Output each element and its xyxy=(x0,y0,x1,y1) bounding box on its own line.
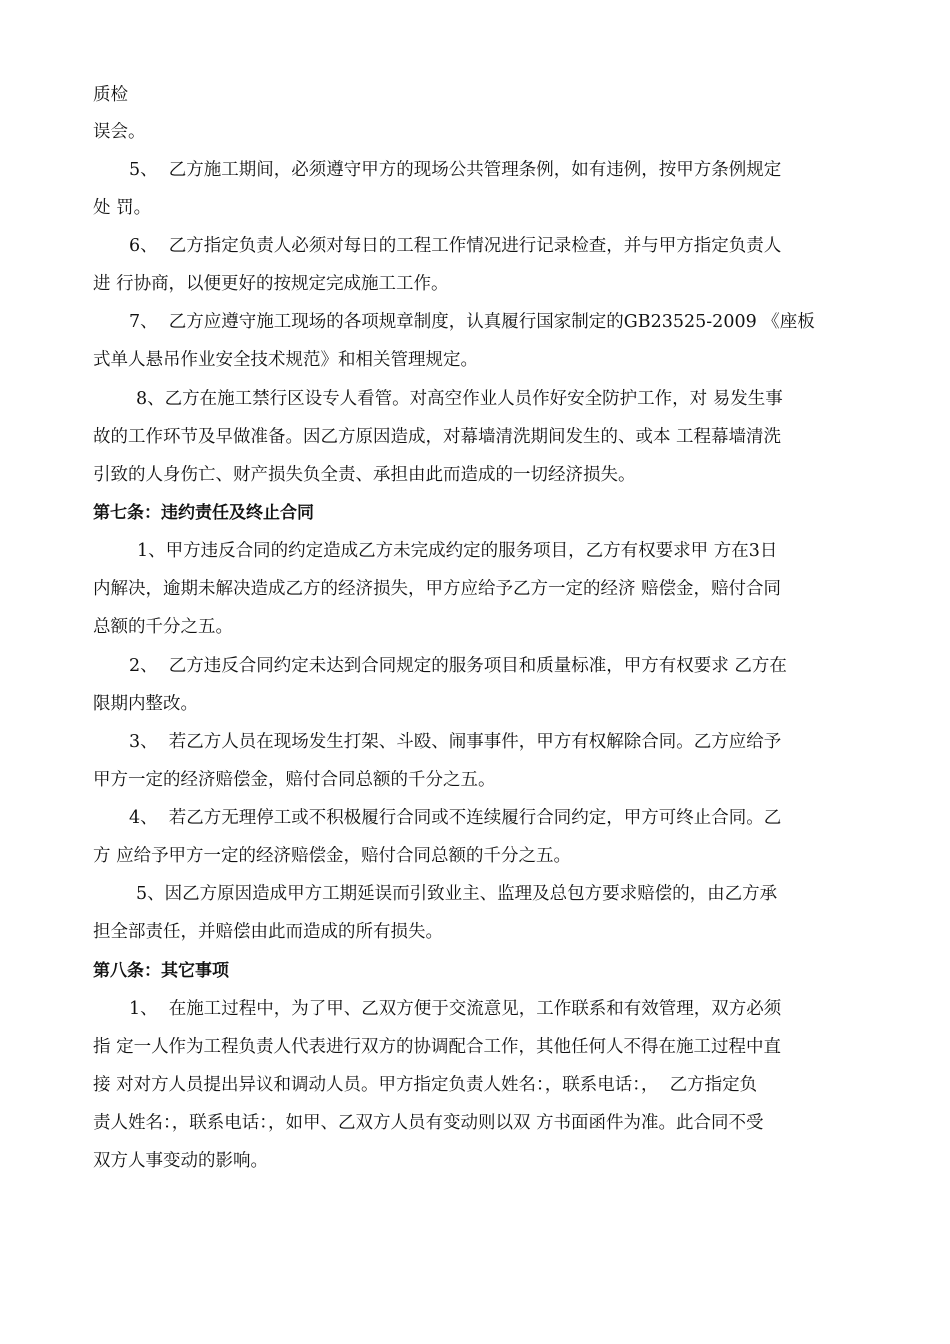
article-7-item-2-line-1: 2、 乙方违反合同约定未达到合同规定的服务项目和质量标准，甲方有权要求 乙方在 xyxy=(129,656,787,676)
article-7-item-4-line-1: 4、 若乙方无理停工或不积极履行合同或不连续履行合同约定，甲方可终止合同。乙 xyxy=(129,808,782,828)
article-7-heading: 第七条：违约责任及终止合同 xyxy=(93,503,314,523)
article-8-heading: 第八条：其它事项 xyxy=(93,961,229,981)
top-fragment-line-1: 质检 xyxy=(93,85,128,105)
article-8-item-1-line-2: 指 定一人作为工程负责人代表进行双方的协调配合工作，其他任何人不得在施工过程中直 xyxy=(93,1037,782,1057)
clause-8-line-2: 故的工作环节及早做准备。因乙方原因造成，对幕墙清洗期间发生的、或本 工程幕墙清洗 xyxy=(93,427,782,447)
article-7-item-3-line-1: 3、 若乙方人员在现场发生打架、斗殴、闹事事件，甲方有权解除合同。乙方应给予 xyxy=(129,732,782,752)
article-8-item-1-line-3: 接 对对方人员提出异议和调动人员。甲方指定负责人姓名：，联系电话：， 乙方指定负 xyxy=(93,1075,758,1095)
clause-7-line-2: 式单人悬吊作业安全技术规范》和相关管理规定。 xyxy=(93,350,478,370)
article-8-item-1-line-1: 1、 在施工过程中，为了甲、乙双方便于交流意见，工作联系和有效管理，双方必须 xyxy=(129,999,782,1019)
clause-8-line-3: 引致的人身伤亡、财产损失负全责、承担由此而造成的一切经济损失。 xyxy=(93,465,636,485)
clause-7-line-1: 7、 乙方应遵守施工现场的各项规章制度，认真履行国家制定的GB23525-2009 《座板 xyxy=(129,312,815,332)
article-8-item-1-line-5: 双方人事变动的影响。 xyxy=(93,1151,268,1171)
article-7-item-3-line-2: 甲方一定的经济赔偿金，赔付合同总额的千分之五。 xyxy=(93,770,496,790)
article-7-item-1-line-1: 1、甲方违反合同的约定造成乙方未完成约定的服务项目，乙方有权要求甲 方在3日 xyxy=(137,541,778,561)
clause-6-line-1: 6、 乙方指定负责人必须对每日的工程工作情况进行记录检查，并与甲方指定负责人 xyxy=(129,236,782,256)
clause-5-line-2: 处 罚。 xyxy=(93,198,152,218)
article-7-item-1-line-2: 内解决，逾期未解决造成乙方的经济损失，甲方应给予乙方一定的经济 赔偿金，赔付合同 xyxy=(93,579,782,599)
clause-8-line-1: 8、乙方在施工禁行区设专人看管。对高空作业人员作好安全防护工作，对 易发生事 xyxy=(136,389,783,409)
article-7-item-2-line-2: 限期内整改。 xyxy=(93,694,198,714)
article-7-item-1-line-3: 总额的千分之五。 xyxy=(93,617,233,637)
top-fragment-line-2: 误会。 xyxy=(93,122,146,142)
clause-5-line-1: 5、 乙方施工期间，必须遵守甲方的现场公共管理条例，如有违例，按甲方条例规定 xyxy=(129,160,782,180)
clause-6-line-2: 进 行协商，以便更好的按规定完成施工工作。 xyxy=(93,274,449,294)
article-7-item-4-line-2: 方 应给予甲方一定的经济赔偿金，赔付合同总额的千分之五。 xyxy=(93,846,572,866)
article-8-item-1-line-4: 责人姓名：，联系电话：，如甲、乙双方人员有变动则以双 方书面函件为准。此合同不受 xyxy=(93,1113,764,1133)
article-7-item-5-line-1: 5、因乙方原因造成甲方工期延误而引致业主、监理及总包方要求赔偿的，由乙方承 xyxy=(136,884,778,904)
article-7-item-5-line-2: 担全部责任，并赔偿由此而造成的所有损失。 xyxy=(93,922,443,942)
